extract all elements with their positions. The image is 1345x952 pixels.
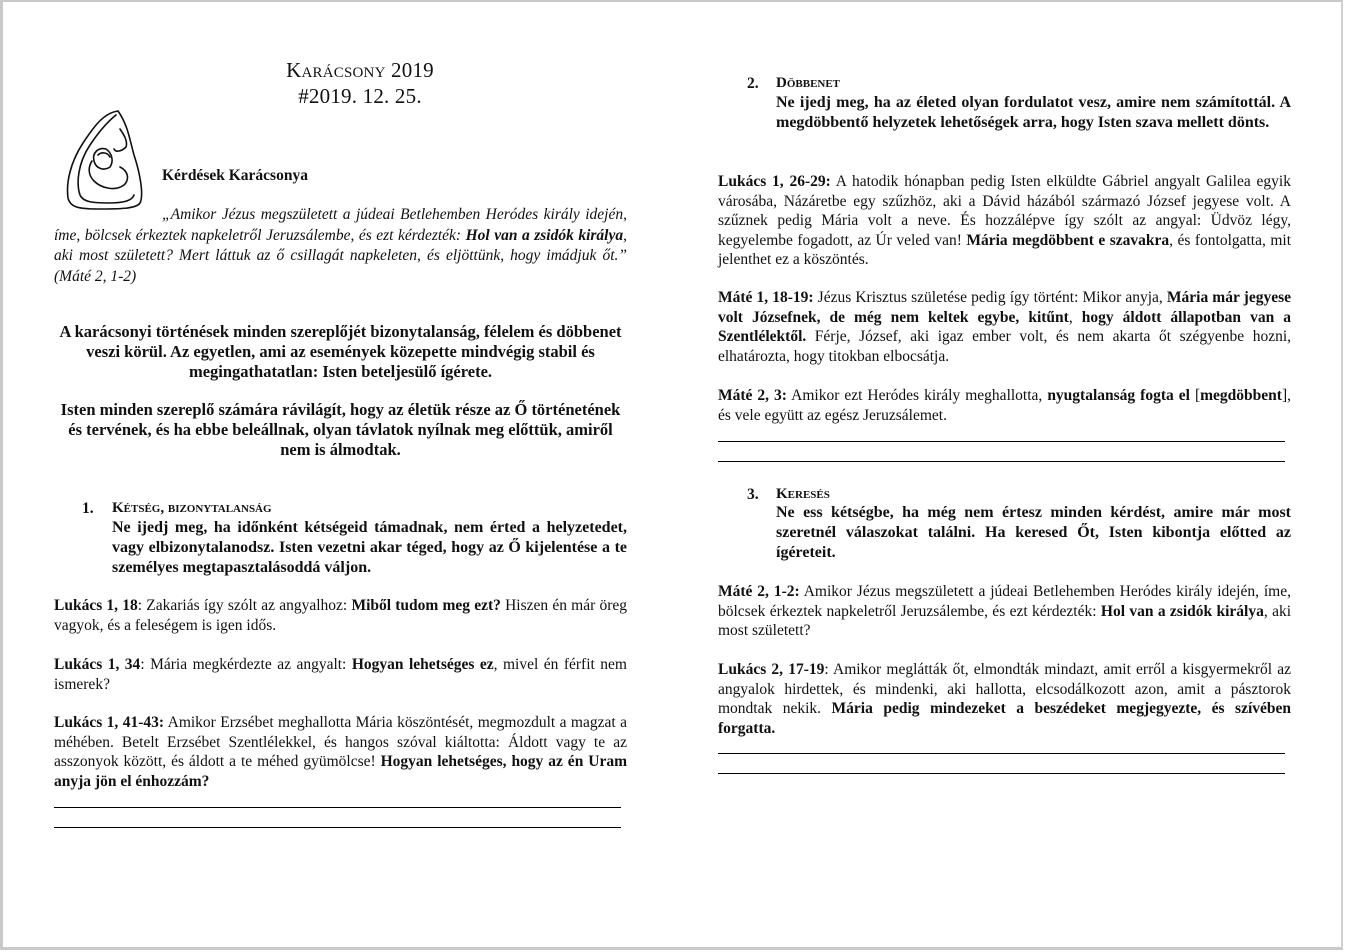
verse-text: Férje, József, aki igaz ember volt, és nem akarta őt szégyenbe hozni, elhatározta, hogy titokban elbocsátja. — [718, 328, 1291, 365]
verse-mate-1-18-19 — [718, 288, 1291, 366]
verse-emphasis: Mária már jegyese volt Józsefnek, de még nem keltek egybe, kitűnt — [718, 289, 1291, 326]
verse-lukacs-1-34 — [54, 655, 627, 694]
section-2-body: Ne ijedj meg, ha az életed olyan fordulatot vesz, amire nem számítottál. A megdöbbentő helyzetek lehetőségek arra, hogy Isten szava mellett dönts. — [776, 94, 1291, 131]
document-date: #2019. 12. 25. — [298, 84, 422, 108]
section-2-number: 2. — [747, 75, 759, 92]
answer-line[interactable] — [718, 441, 1285, 442]
verse-text: A hatodik hónapban pedig Isten elküldte Gábriel angyalt Galilea egyik városába, Názáretbe egy szűzhöz, aki a Dávid házából származó József jegyese volt. A szűznek pedig Mária volt a neve. És hozzálépve így szólt az angyal: Üdvöz légy, kegyelembe fogadott, az Úr veled van! — [718, 173, 1291, 249]
verse-ref: Máté 1, 18-19: — [718, 289, 814, 306]
verse-emphasis: nyugtalanság fogta el — [1047, 387, 1190, 404]
answer-line[interactable] — [718, 773, 1285, 774]
section-1-title: Kétség, bizonytalanság — [112, 500, 272, 516]
answer-line[interactable] — [718, 461, 1285, 462]
verse-emphasis: Miből tudom meg ezt? — [351, 597, 501, 614]
verse-lukacs-1-26-29 — [718, 172, 1291, 270]
verse-lukacs-1-41-43 — [54, 713, 627, 791]
section-3-body: Ne ess kétségbe, ha még nem értesz minden kérdést, amire már most szeretnél válaszokat találni. Ha keresed Őt, Isten kibontja előtted az ígéreteit. — [776, 504, 1291, 561]
verse-ref: Lukács 1, 18 — [54, 597, 138, 614]
verse-text: : Zakariás így szólt az angyalhoz: — [137, 597, 352, 614]
opening-quote — [54, 205, 627, 287]
section-3-number: 3. — [747, 486, 759, 503]
quote-emphasis: Hol van a zsidók királya — [465, 226, 624, 244]
answer-line[interactable] — [54, 807, 621, 808]
verse-text: ], és vele együtt az egész Jeruzsálemet. — [718, 387, 1291, 424]
verse-emphasis: Hogyan lehetséges, hogy az én Uram anyja jön el énhozzám? — [54, 753, 627, 790]
answer-line[interactable] — [718, 753, 1285, 754]
lead-paragraph-1: A karácsonyi történések minden szereplőjét bizonytalanság, félelem és döbbenet veszi körül. Az egyetlen, ami az események közepette mindvégig stabil és megingathatatlan: Isten beteljesülő ígérete. — [59, 322, 622, 381]
lead-paragraph-2: Isten minden szereplő számára rávilágít, hogy az életük része az Ő történetének és tervének, és ha ebbe beleállnak, olyan távlatok nyílnak meg előttük, amiről nem is álmodtak. — [60, 400, 621, 459]
verse-ref: Máté 2, 1-2: — [718, 583, 800, 600]
verse-ref: Lukács 1, 26-29: — [718, 173, 831, 190]
verse-emphasis: hogy áldott állapotban van a Szentlélektől. — [718, 308, 1291, 346]
section-3-title: Keresés — [776, 486, 830, 502]
verse-emphasis: megdöbbent — [1200, 387, 1282, 404]
section-2-title: Döbbenet — [776, 75, 841, 91]
verse-text: Amikor Erzsébet meghallotta Mária köszöntését, megmozdult a magzat a méhében. Betelt Erzsébet Szentlélekkel, és hangos szóval kiáltotta: Áldott vagy te az asszonyok között, és áldott a te méhed gyümölcse! — [54, 714, 627, 771]
verse-lukacs-2-17-19 — [718, 660, 1291, 738]
verse-text: [ — [1189, 387, 1201, 404]
verse-lukacs-1-18 — [54, 596, 627, 635]
section-1-number: 1. — [82, 500, 94, 517]
verse-ref: Lukács 1, 41-43: — [54, 714, 165, 731]
verse-text: : Amikor meglátták őt, elmondták mindazt, amit erről a kisgyermekről az angyalok hirdettek, és mindenki, aki hallotta, elcsodálkozott azon, amit a pásztorok mondtak nekik. — [718, 661, 1291, 718]
verse-mate-2-1-2 — [718, 582, 1291, 641]
verse-ref: Máté 2, 3: — [718, 387, 787, 404]
verse-text: , aki most született? — [718, 602, 1292, 640]
section-1-body: Ne ijedj meg, ha időnként kétségeid támadnak, nem érted a helyzetedet, vagy elbizonytalanodsz. Isten vezetni akar téged, hogy az Ő kijelentése a te személyes megtapasztalásoddá váljon. — [112, 519, 627, 576]
verse-text: Jézus Krisztus születése pedig így történt: Mikor anyja, — [813, 289, 1167, 306]
madonna-and-child-icon — [58, 103, 153, 213]
quote-text: „Amikor Jézus megszületett a júdeai Betlehemben Heródes király idején, íme, bölcsek érkeztek napkeletről Jeruzsálembe, és ezt kérdezték: — [54, 206, 627, 244]
verse-text: Amikor Jézus megszületett a júdeai Betlehemben Heródes király idején, íme, bölcsek érkeztek napkeletről Jeruzsálembe, és ezt kérdezték: — [718, 583, 1291, 620]
verse-text: Amikor ezt Heródes király meghallotta, — [786, 387, 1048, 404]
verse-emphasis: Mária pedig mindezeket a beszédeket megjegyezte, és szívében forgatta. — [718, 700, 1292, 737]
verse-emphasis: Hogyan lehetséges ez — [351, 656, 494, 673]
verse-text: , és fontolgatta, mit jelenthet ez a köszöntés. — [718, 231, 1291, 269]
verse-text: , — [1068, 308, 1082, 326]
verse-text: , mivel én férfit nem ismerek? — [54, 656, 627, 693]
verse-emphasis: Hol van a zsidók királya — [1100, 602, 1264, 620]
quote-reference: (Máté 2, 1-2) — [54, 267, 137, 285]
document-title: Karácsony 2019 — [286, 58, 434, 82]
verse-ref: Lukács 2, 17-19 — [718, 661, 825, 678]
verse-text: : Mária megkérdezte az angyalt: — [140, 656, 352, 673]
verse-emphasis: Mária megdöbbent e szavakra — [966, 231, 1170, 249]
verse-ref: Lukács 1, 34 — [54, 656, 141, 673]
verse-text: Hiszen én már öreg vagyok, és a feleségem is igen idős. — [54, 597, 628, 634]
verse-mate-2-3 — [718, 386, 1291, 425]
subtitle: Kérdések Karácsonya — [162, 167, 308, 184]
quote-text-cont: , aki most született? Mert láttuk az ő csillagát napkeleten, és eljöttünk, hogy imádjuk őt.” — [54, 226, 627, 264]
answer-line[interactable] — [54, 827, 621, 828]
